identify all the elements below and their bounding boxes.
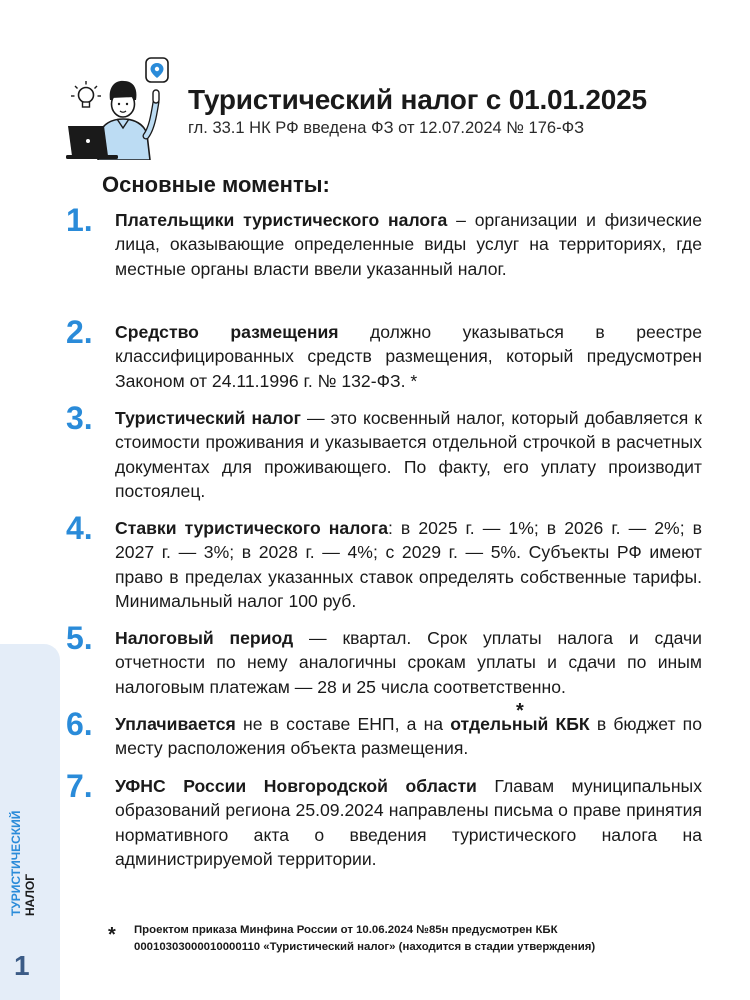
page-number: 1 (14, 950, 30, 981)
list-item-body: : в 2025 г. — 1%; в 2026 г. — 2%; в 2027 г. — 3%; в 2028 г. — 4%; с 2029 г. — 5%. Субъекты РФ имеют право в пределах указанных ставок определять собственные тарифы. Минимальный налог 100 руб. (115, 518, 702, 611)
list-item-number: 3. (66, 400, 93, 436)
page-title: Туристический налог с 01.01.2025 (188, 84, 647, 115)
section-heading: Основные моменты: (102, 172, 330, 197)
list-item-number: 7. (66, 768, 93, 804)
list-item-number: 2. (66, 314, 93, 350)
list-item-number: 6. (66, 706, 93, 742)
list-item-body: — это косвенный налог, который добавляется к стоимости проживания и указывается отдельной строчкой в расчетных документах для проживающего. По факту, его уплату производит постоялец. (115, 408, 702, 501)
list-item-number: 5. (66, 620, 93, 656)
list-item-text (115, 626, 702, 699)
list-item-body-2: в бюджет по месту расположения объекта размещения. (115, 714, 702, 759)
list-item-bold: Средство размещения (115, 322, 339, 342)
list-item-bold: УФНС России Новгородской области (115, 776, 477, 796)
person-at-laptop-illustration (64, 56, 180, 160)
list-item-number: 4. (66, 510, 93, 546)
list-item-body: — квартал. Срок уплаты налога и сдачи отчетности по нему аналогичны срокам уплаты и сдачи по иным налоговым платежам — 28 и 25 числа соответственно. (115, 628, 702, 697)
page-subtitle: гл. 33.1 НК РФ введена ФЗ от 12.07.2024 № 176-ФЗ (188, 119, 585, 137)
side-tab-label-line2: НАЛОГ (23, 873, 37, 916)
list-item-body: не в составе ЕНП, а на (235, 714, 451, 734)
list-item-body: должно указываться в реестре классифицированных средств размещения, который предусмотрен Законом от 24.11.1996 г. № 132-ФЗ. * (115, 322, 702, 391)
list-item-text (115, 208, 702, 281)
list-item-bold: Туристический налог (115, 408, 301, 428)
list-item-text (115, 516, 702, 613)
location-pin-icon (146, 58, 168, 82)
list-item-bold: Плательщики туристического налога (115, 210, 448, 230)
footnote-text: Проектом приказа Минфина России от 10.06.2024 №85н предусмотрен КБК 00010303000010000110 «Туристический налог» (находится в стадии утверждения) (134, 924, 596, 953)
list-item-text (115, 774, 702, 871)
footnote-asterisk: * (108, 924, 116, 946)
side-tab-label (6, 780, 37, 916)
list-item-bold-kbk: * отдельный КБК (450, 714, 589, 734)
list-item-text (115, 320, 702, 393)
side-tab-label-line1: ТУРИСТИЧЕСКИЙ (9, 810, 23, 916)
list-item-number: 1. (66, 202, 93, 238)
list-item-text (115, 712, 702, 761)
list-item-text (115, 406, 702, 503)
list-item-bold: Ставки туристического налога (115, 518, 388, 538)
list-item-bold: Налоговый период (115, 628, 294, 648)
lightbulb-icon (71, 81, 101, 107)
list-item-body: – организации и физические лица, оказывающие определенные виды услуг на территориях, где местные органы власти ввели указанный налог. (115, 210, 702, 279)
list-item-bold: Уплачивается (115, 714, 236, 734)
list-item-body: Главам муниципальных образований региона 25.09.2024 направлены письма о праве принятия нормативного акта о введения туристического налога на администрируемой территории. (115, 776, 703, 869)
